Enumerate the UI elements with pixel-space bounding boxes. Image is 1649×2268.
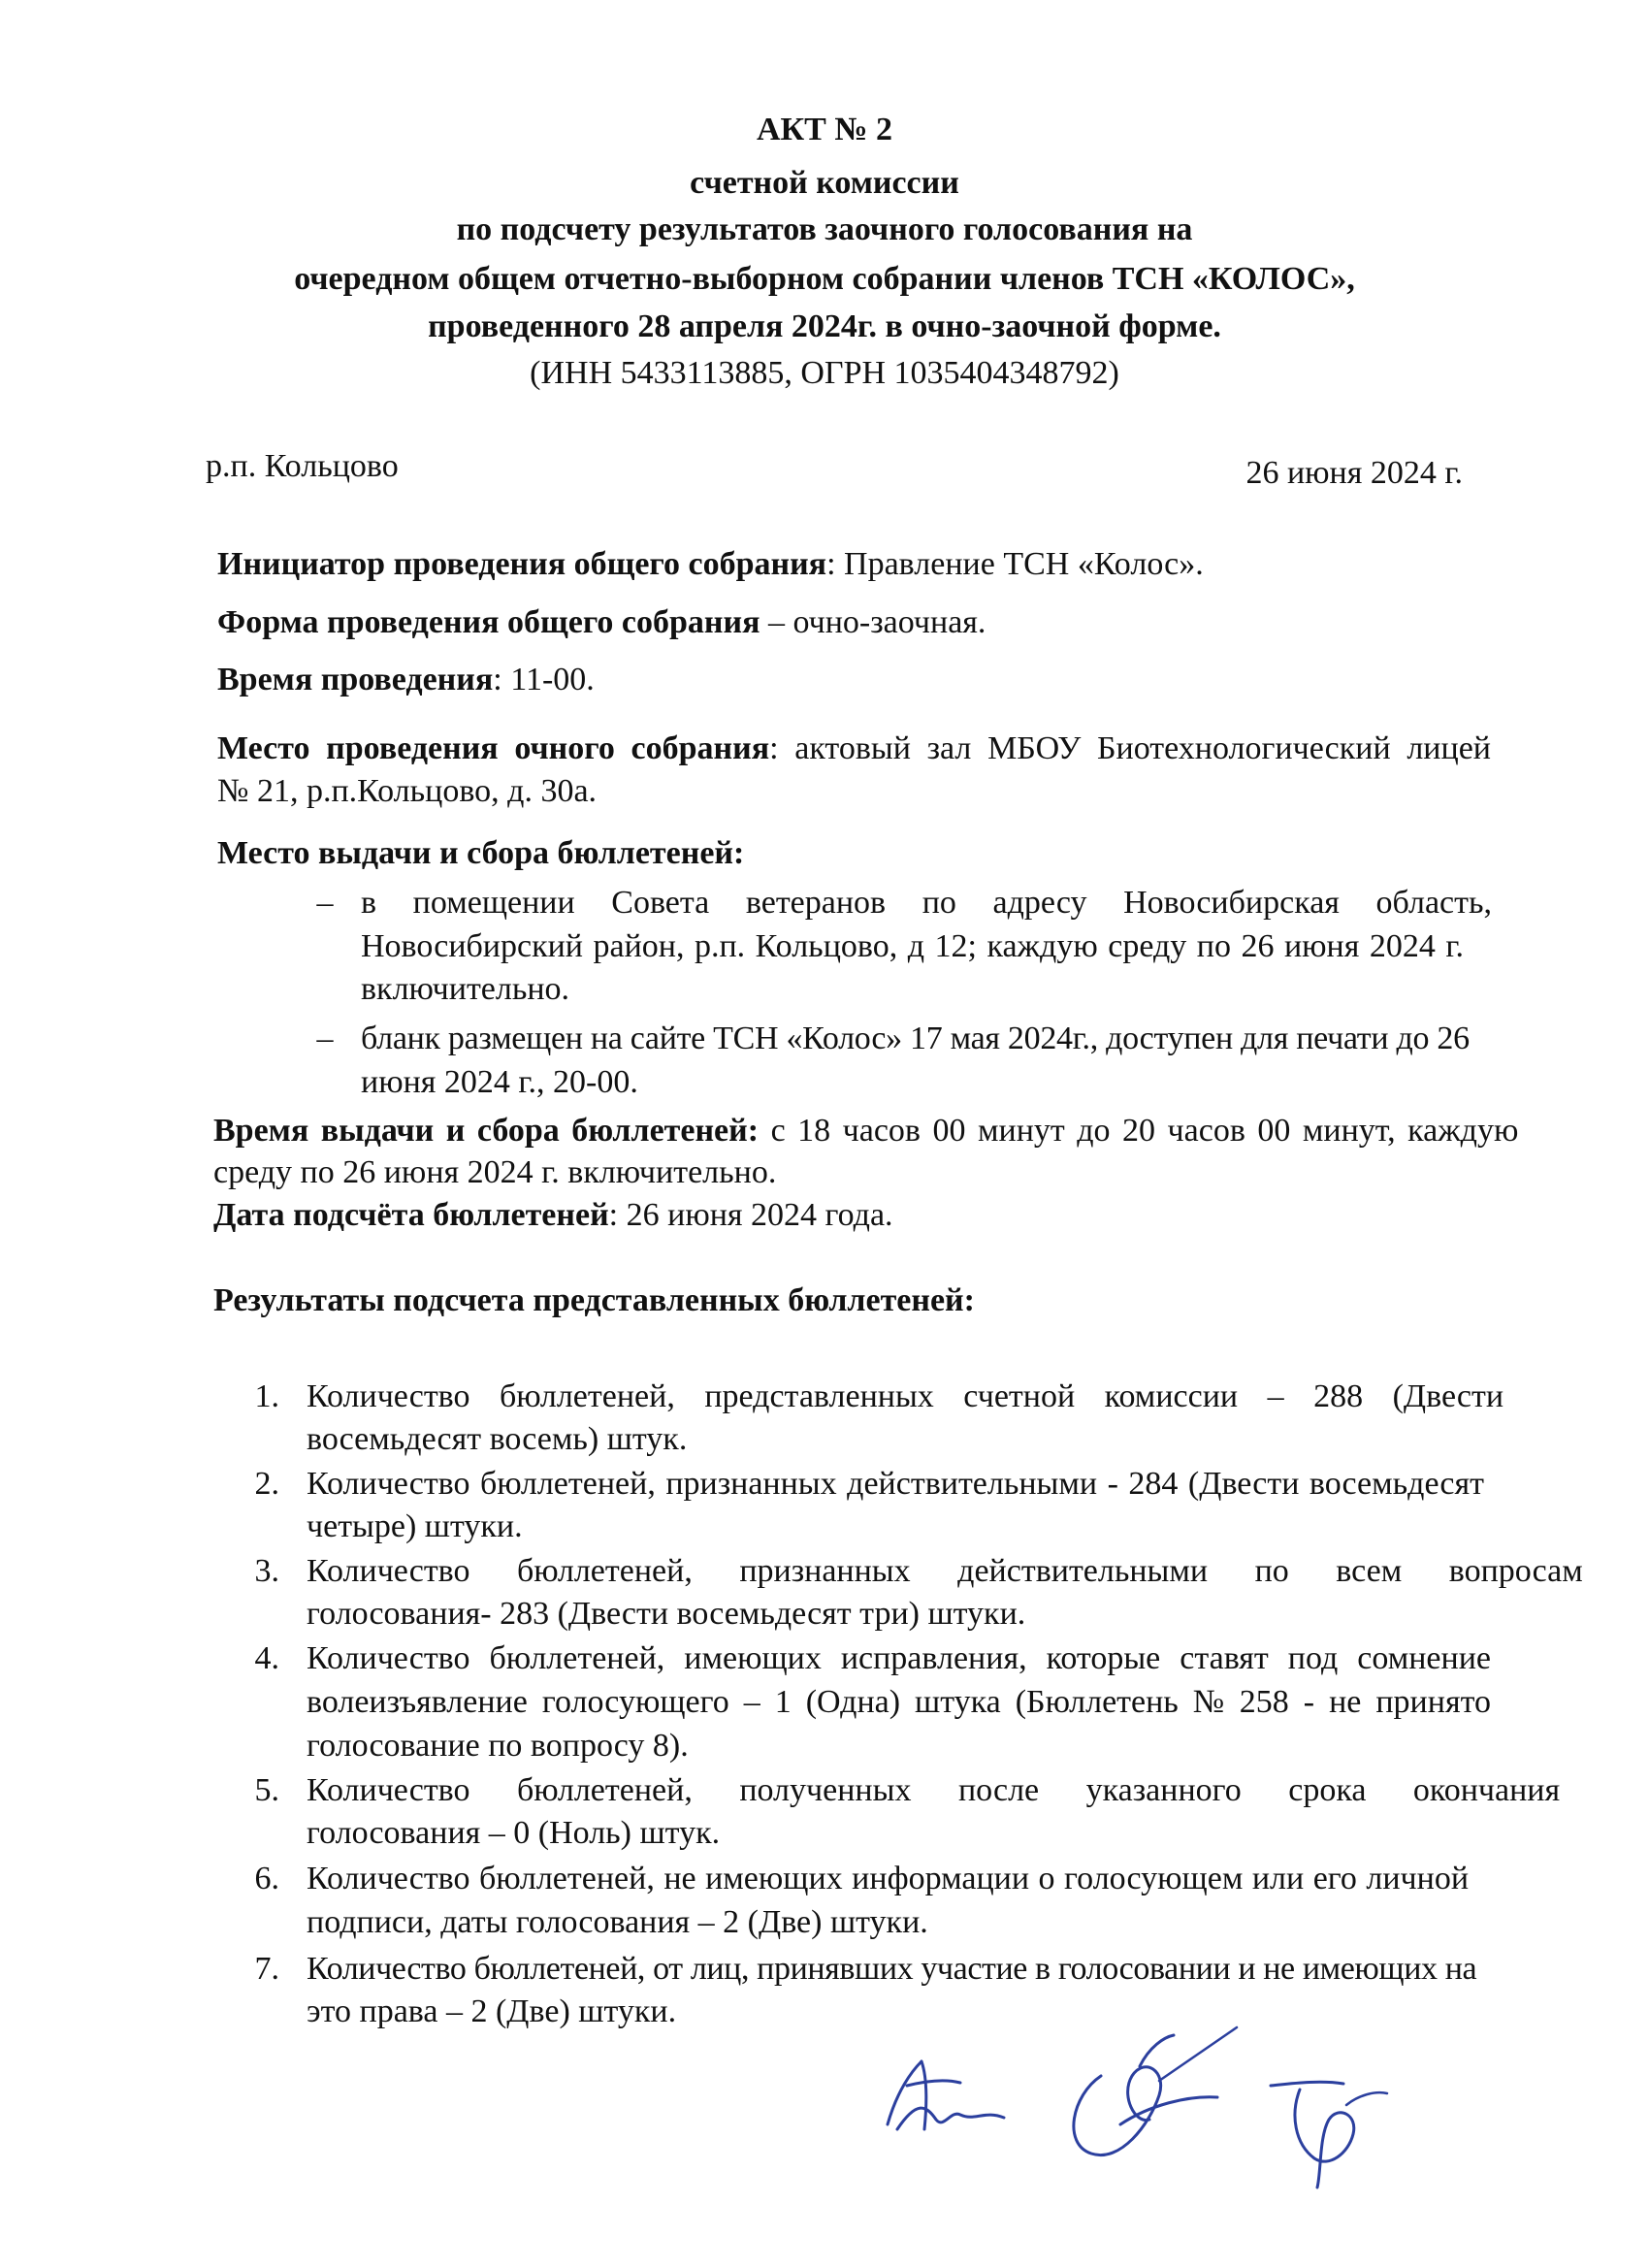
result-item-2-line1: Количество бюллетеней, признанных действительными - 284 (Двести восемьдесят — [307, 1466, 1484, 1502]
ballot-place-label: Место выдачи и сбора бюллетеней: — [217, 835, 745, 871]
signature-2-icon — [1043, 2018, 1246, 2173]
act-title: АКТ № 2 — [756, 112, 893, 147]
initiator-line — [217, 543, 1204, 587]
result-item-5-line2: голосования – 0 (Ноль) штук. — [307, 1815, 721, 1851]
form-line — [217, 601, 986, 645]
result-item-5-line1: Количество бюллетеней, полученных после указанного срока окончания — [307, 1772, 1561, 1808]
count-date-value: : 26 июня 2024 года. — [608, 1197, 893, 1233]
result-item-7-line2: это права – 2 (Две) штуки. — [307, 1993, 677, 2029]
act-subtitle-line1: счетной комиссии — [690, 165, 959, 201]
ballot-time-line1 — [213, 1110, 1518, 1153]
results-heading: Результаты подсчета представленных бюллетеней: — [213, 1282, 975, 1318]
registration-numbers: (ИНН 5433113885, ОГРН 1035404348792) — [530, 355, 1119, 391]
place: р.п. Кольцово — [206, 448, 399, 484]
venue-line1 — [217, 728, 1491, 771]
ballot-time-line2: среду по 26 июня 2024 г. включительно. — [213, 1154, 777, 1190]
result-item-4-line3: голосование по вопросу 8). — [307, 1728, 689, 1764]
result-item-4-line2: волеизъявление голосующего – 1 (Одна) штука (Бюллетень № 258 - не принято — [307, 1684, 1491, 1720]
result-item-6-line2: подписи, даты голосования – 2 (Две) штуки. — [307, 1904, 928, 1940]
list-item-number: 5. — [254, 1772, 279, 1808]
venue-value-line1: : актовый зал МБОУ Биотехнологический лицей — [769, 730, 1491, 766]
list-item-number: 1. — [254, 1378, 279, 1414]
form-value: – очно-заочная. — [760, 604, 986, 640]
result-item-1-line1: Количество бюллетеней, представленных счетной комиссии – 288 (Двести — [307, 1378, 1504, 1414]
time-value: : 11-00. — [493, 662, 595, 697]
result-item-4-line1: Количество бюллетеней, имеющих исправления, которые ставят под сомнение — [307, 1640, 1491, 1676]
initiator-value: : Правление ТСН «Колос». — [826, 546, 1204, 582]
act-subtitle-line2: по подсчету результатов заочного голосования на — [456, 211, 1193, 247]
initiator-label: Инициатор проведения общего собрания — [217, 546, 827, 582]
result-item-7-line1: Количество бюллетеней, от лиц, принявших участие в голосовании и не имеющих на — [307, 1951, 1477, 1987]
list-item-number: 2. — [254, 1466, 279, 1502]
time-label: Время проведения — [217, 662, 494, 697]
signature-1-icon — [868, 2032, 1023, 2158]
list-item-number: 4. — [254, 1640, 279, 1676]
ballot-place-item1-line2: Новосибирский район, р.п. Кольцово, д 12; каждую среду по 26 июня 2024 г. — [361, 928, 1465, 964]
result-item-3-line1: Количество бюллетеней, признанных действительными по всем вопросам — [307, 1553, 1583, 1589]
ballot-time-value-line1: с 18 часов 00 минут до 20 часов 00 минут, каждую — [759, 1113, 1519, 1149]
count-date-label: Дата подсчёта бюллетеней — [213, 1197, 609, 1233]
count-date-line — [213, 1194, 893, 1238]
ballot-place-item1-line3: включительно. — [361, 971, 570, 1007]
time-line — [217, 659, 595, 702]
act-subtitle-line4: проведенного 28 апреля 2024г. в очно-заочной форме. — [428, 308, 1221, 344]
list-item-number: 3. — [254, 1553, 279, 1589]
result-item-6-line1: Количество бюллетеней, не имеющих информации о голосующем или его личной — [307, 1861, 1470, 1896]
ballot-time-label: Время выдачи и сбора бюллетеней: — [213, 1113, 760, 1149]
signature-3-icon — [1261, 2066, 1397, 2192]
result-item-2-line2: четыре) штуки. — [307, 1508, 523, 1544]
ballot-place-item2-line2: июня 2024 г., 20-00. — [361, 1064, 638, 1100]
ballot-place-item2-line1: бланк размещен на сайте ТСН «Колос» 17 мая 2024г., доступен для печати до 26 — [361, 1021, 1470, 1056]
form-label: Форма проведения общего собрания — [217, 604, 760, 640]
list-item-number: 7. — [254, 1951, 279, 1987]
ballot-place-item1-line1: в помещении Совета ветеранов по адресу Новосибирская область, — [361, 885, 1492, 921]
venue-line2: № 21, р.п.Кольцово, д. 30а. — [217, 773, 598, 809]
date: 26 июня 2024 г. — [1245, 455, 1463, 491]
list-item-number: 6. — [254, 1861, 279, 1896]
venue-label: Место проведения очного собрания — [217, 730, 770, 766]
result-item-1-line2: восемьдесят восемь) штук. — [307, 1421, 688, 1457]
list-dash: – — [316, 1021, 334, 1056]
act-subtitle-line3: очередном общем отчетно-выборном собрании членов ТСН «КОЛОС», — [294, 261, 1355, 297]
list-dash: – — [316, 885, 334, 921]
result-item-3-line2: голосования- 283 (Двести восемьдесят три) штуки. — [307, 1596, 1026, 1632]
